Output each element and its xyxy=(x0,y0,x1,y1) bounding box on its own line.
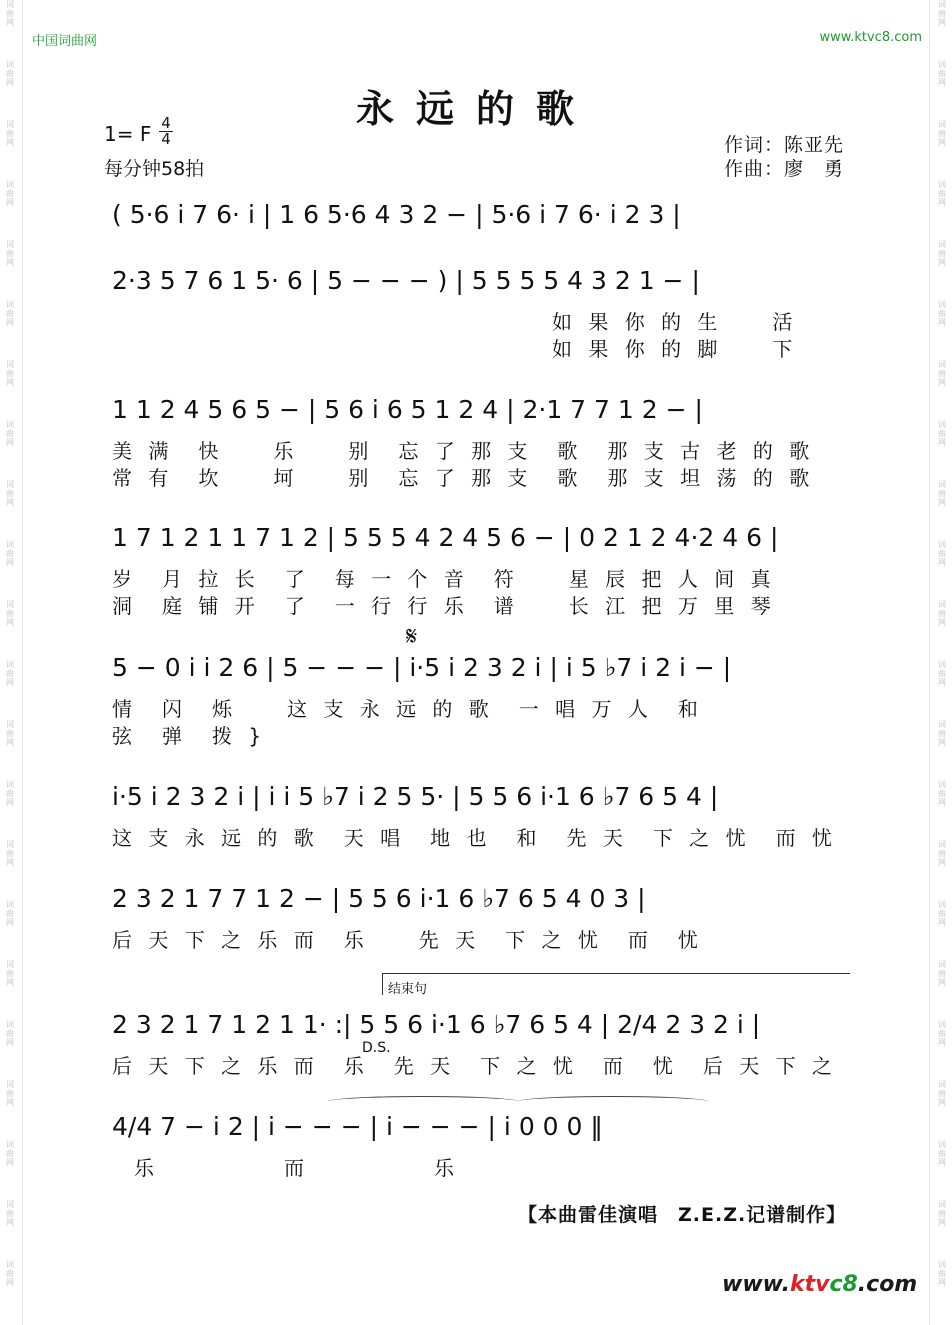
watermark-mark: 词曲网 xyxy=(6,480,14,507)
watermark-mark: 词曲网 xyxy=(938,900,946,927)
time-signature-top: 4 xyxy=(161,114,171,132)
volta-label: 结束句 xyxy=(388,982,428,997)
watermark-mark: 词曲网 xyxy=(6,1260,14,1287)
notation-system-6: i·5 i 2 3 2 i | i i 5 ♭7 i 2 5 5· | 5 5 6 i·1 6 ♭7 6 5 4 | xyxy=(112,782,719,811)
volta-bracket-hook xyxy=(382,973,383,995)
watermark-mark: 词曲网 xyxy=(938,1200,946,1227)
watermark-mark: 词曲网 xyxy=(938,480,946,507)
volta-bracket-line xyxy=(382,973,850,974)
watermark-mark: 词曲网 xyxy=(938,1260,946,1287)
site-name-left[interactable]: 中国词曲网 xyxy=(32,34,98,49)
lyrics-5-verse-1: 情 闪 烁 这 支 永 远 的 歌 一 唱 万 人 和 xyxy=(112,697,703,721)
brand-part-ktv: ktv xyxy=(789,1272,830,1297)
notation-system-2: 2·3 5 7 6 1 5· 6 | 5 − − − ) | 5 5 5 5 4 3 2 1 − | xyxy=(112,266,700,295)
watermark-mark: 词曲网 xyxy=(938,0,946,27)
watermark-mark: 词曲网 xyxy=(6,0,14,27)
dal-segno-mark: D.S. xyxy=(362,1040,391,1056)
notation-system-4: 1 7 1 2 1 1 7 1 2 | 5 5 5 4 2 4 5 6 − | 0 2 1 2 4·2 4 6 | xyxy=(112,523,779,552)
notation-system-1: ( 5·6 i 7 6· i | 1 6 5·6 4 3 2 − | 5·6 i 7 6· i 2 3 | xyxy=(112,200,681,229)
lyrics-4-verse-2: 洞 庭 铺 开 了 一 行 行 乐 谱 长 江 把 万 里 琴 xyxy=(112,594,776,618)
watermark-mark: 词曲网 xyxy=(6,900,14,927)
watermark-mark: 词曲网 xyxy=(6,1080,14,1107)
notation-system-8: 2 3 2 1 7 1 2 1 1· :| 5 5 6 i·1 6 ♭7 6 5 4 | 2/4 2 3 2 i | xyxy=(112,1010,761,1039)
key-signature: 1= F xyxy=(104,122,152,146)
brand-part-www: www. xyxy=(722,1272,790,1297)
lyrics-7: 后 天 下 之 乐 而 乐 先 天 下 之 忧 而 忧 xyxy=(112,928,703,952)
notation-system-7: 2 3 2 1 7 7 1 2 − | 5 5 6 i·1 6 ♭7 6 5 4 0 3 | xyxy=(112,884,646,913)
watermark-mark: 词曲网 xyxy=(938,780,946,807)
segno-sign: 𝄋 xyxy=(406,622,418,652)
brand-part-com: .com xyxy=(857,1272,918,1297)
notation-system-3: 1 1 2 4 5 6 5 − | 5 6 i 6 5 1 2 4 | 2·1 7 7 1 2 − | xyxy=(112,395,703,424)
watermark-mark: 词曲网 xyxy=(6,420,14,447)
watermark-mark: 词曲网 xyxy=(938,1080,946,1107)
composer-credit: 作曲：廖 勇 xyxy=(724,158,845,180)
watermark-mark: 词曲网 xyxy=(6,240,14,267)
time-signature xyxy=(159,116,173,147)
watermark-mark: 词曲网 xyxy=(6,720,14,747)
lyrics-3-verse-1: 美 满 快 乐 别 忘 了 那 支 歌 那 支 古 老 的 歌 xyxy=(112,439,815,463)
watermark-mark: 词曲网 xyxy=(6,360,14,387)
watermark-mark: 词曲网 xyxy=(6,1140,14,1167)
watermark-mark: 词曲网 xyxy=(6,840,14,867)
watermark-mark: 词曲网 xyxy=(938,360,946,387)
watermark-mark: 词曲网 xyxy=(6,300,14,327)
lyrics-2-verse-2: 如 果 你 的 脚 下 xyxy=(552,337,798,361)
tie-arc-1 xyxy=(328,1096,518,1107)
watermark-mark: 词曲网 xyxy=(6,780,14,807)
watermark-mark: 词曲网 xyxy=(6,1200,14,1227)
tie-arc-2 xyxy=(518,1096,708,1107)
watermark-mark: 词曲网 xyxy=(6,60,14,87)
watermark-mark: 词曲网 xyxy=(938,540,946,567)
lyrics-9: 乐 而 乐 xyxy=(134,1156,484,1180)
watermark-mark: 词曲网 xyxy=(938,420,946,447)
lyricist-credit: 作词：陈亚先 xyxy=(724,134,845,156)
watermark-mark: 词曲网 xyxy=(938,840,946,867)
watermark-mark: 词曲网 xyxy=(938,1020,946,1047)
watermark-mark: 词曲网 xyxy=(6,540,14,567)
watermark-mark: 词曲网 xyxy=(938,60,946,87)
lyrics-5-verse-2: 弦 弹 拨 } xyxy=(112,724,267,748)
notation-system-9: 4/4 7 − i 2 | i − − − | i − − − | i 0 0 0 ‖ xyxy=(112,1112,603,1141)
watermark-mark: 词曲网 xyxy=(6,180,14,207)
lyrics-6: 这 支 永 远 的 歌 天 唱 地 也 和 先 天 下 之 忧 而 忧 xyxy=(112,826,837,850)
watermark-mark: 词曲网 xyxy=(938,960,946,987)
notation-system-5: 5 − 0 i i 2 6 | 5 − − − | i·5 i 2 3 2 i | i 5 ♭7 i 2 i − | xyxy=(112,653,732,682)
credit-footer: 【本曲雷佳演唱 Z.E.Z.记谱制作】 xyxy=(518,1204,847,1226)
brand-part-c8: c8 xyxy=(829,1272,858,1297)
watermark-mark: 词曲网 xyxy=(938,120,946,147)
watermark-mark: 词曲网 xyxy=(938,300,946,327)
watermark-mark: 词曲网 xyxy=(6,960,14,987)
time-signature-bottom: 4 xyxy=(159,131,173,147)
watermark-mark: 词曲网 xyxy=(6,600,14,627)
tempo-marking: 每分钟58拍 xyxy=(104,158,205,180)
watermark-mark: 词曲网 xyxy=(938,660,946,687)
watermark-mark: 词曲网 xyxy=(938,240,946,267)
site-url-right[interactable]: www.ktvc8.com xyxy=(819,30,922,45)
watermark-mark: 词曲网 xyxy=(938,720,946,747)
watermark-mark: 词曲网 xyxy=(938,1140,946,1167)
watermark-mark: 词曲网 xyxy=(6,660,14,687)
song-title: 永远的歌 xyxy=(355,86,596,131)
lyrics-4-verse-1: 岁 月 拉 长 了 每 一 个 音 符 星 辰 把 人 间 真 xyxy=(112,567,776,591)
brand-logo[interactable] xyxy=(722,1272,917,1297)
watermark-mark: 词曲网 xyxy=(938,180,946,207)
lyrics-8: 后 天 下 之 乐 而 乐 先 天 下 之 忧 而 忧 后 天 下 之 xyxy=(112,1054,837,1078)
watermark-mark: 词曲网 xyxy=(6,120,14,147)
watermark-mark: 词曲网 xyxy=(938,600,946,627)
lyrics-2-verse-1: 如 果 你 的 生 活 xyxy=(552,310,798,334)
watermark-mark: 词曲网 xyxy=(6,1020,14,1047)
lyrics-3-verse-2: 常 有 坎 坷 别 忘 了 那 支 歌 那 支 坦 荡 的 歌 xyxy=(112,466,815,490)
